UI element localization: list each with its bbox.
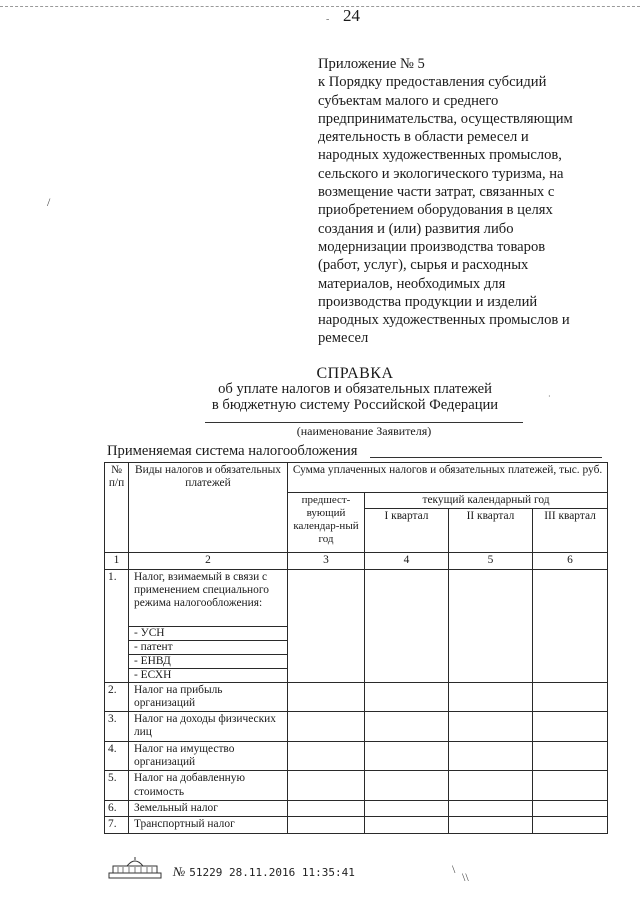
value-cell[interactable] bbox=[533, 817, 608, 833]
tax-name: Налог на прибыль организаций bbox=[129, 682, 288, 712]
table-row bbox=[105, 682, 608, 712]
appendix-line: материалов, необходимых для bbox=[318, 275, 506, 292]
table-column-numbers bbox=[105, 553, 608, 569]
document-registration-stamp bbox=[173, 864, 355, 880]
value-cell[interactable] bbox=[365, 682, 449, 712]
table-row bbox=[105, 771, 608, 801]
value-cell[interactable] bbox=[288, 712, 365, 742]
tax-name: Транспортный налог bbox=[129, 817, 288, 833]
appendix-line: Приложение № 5 bbox=[318, 56, 425, 72]
appendix-line: сельского и экологического туризма, на bbox=[318, 165, 564, 182]
value-cell[interactable] bbox=[288, 771, 365, 801]
value-cell[interactable] bbox=[365, 800, 449, 816]
value-cell[interactable] bbox=[449, 741, 533, 771]
table-row bbox=[105, 569, 608, 626]
tax-subtype: - ЕНВД bbox=[129, 654, 288, 668]
tax-system-field[interactable] bbox=[370, 457, 602, 458]
tax-system-label: Применяемая система налогообложения bbox=[107, 443, 358, 459]
tax-name: Налог, взимаемый в связи с применением специального режима налогообложения: bbox=[129, 569, 288, 626]
tax-name: Земельный налог bbox=[129, 800, 288, 816]
applicant-name-field[interactable] bbox=[205, 422, 523, 423]
value-cell[interactable] bbox=[449, 800, 533, 816]
appendix-line: (работ, услуг), сырья и расходных bbox=[318, 257, 529, 274]
top-dashed-rule bbox=[0, 6, 640, 7]
stamp-number-symbol: № bbox=[173, 864, 186, 879]
row-num: 5. bbox=[105, 771, 129, 801]
header-prev-year: предшест-вующий календар-ный год bbox=[288, 493, 365, 553]
appendix-line: возмещение части затрат, связанных с bbox=[318, 184, 555, 201]
appendix-line: деятельность в области ремесел и bbox=[318, 129, 529, 146]
value-cell[interactable] bbox=[533, 712, 608, 742]
value-cell[interactable] bbox=[449, 817, 533, 833]
value-cell[interactable] bbox=[365, 569, 449, 682]
value-cell[interactable] bbox=[533, 569, 608, 682]
appendix-line: к Порядку предоставления субсидий bbox=[318, 74, 547, 91]
applicant-caption: (наименование Заявителя) bbox=[296, 424, 432, 438]
stray-mark: \ bbox=[452, 862, 456, 876]
value-cell[interactable] bbox=[533, 771, 608, 801]
tax-subtype: - патент bbox=[129, 640, 288, 654]
tax-name: Налог на имущество организаций bbox=[129, 741, 288, 771]
tax-name: Налог на добавленную стоимость bbox=[129, 771, 288, 801]
row-num: 2. bbox=[105, 682, 129, 712]
stray-dot: · bbox=[548, 392, 551, 401]
value-cell[interactable] bbox=[533, 800, 608, 816]
page-number: 24 bbox=[343, 6, 360, 25]
appendix-line: народных художественных промыслов, bbox=[318, 147, 562, 164]
appendix-line: приобретением оборудования в целях bbox=[318, 202, 553, 219]
table-row bbox=[105, 741, 608, 771]
page-number-mark: - bbox=[326, 14, 330, 25]
row-num: 3. bbox=[105, 712, 129, 742]
header-types: Виды налогов и обязательных платежей bbox=[129, 463, 288, 553]
header-num: № п/п bbox=[105, 463, 129, 553]
appendix-line: народных художественных промыслов и bbox=[318, 312, 570, 329]
stray-mark: / bbox=[47, 195, 51, 209]
col-number: 6 bbox=[533, 553, 608, 569]
header-current-year: текущий календарный год bbox=[365, 493, 608, 509]
header-q3: III квартал bbox=[533, 509, 608, 553]
value-cell[interactable] bbox=[365, 741, 449, 771]
table-row bbox=[105, 817, 608, 833]
table-row bbox=[105, 800, 608, 816]
tax-subtype: - УСН bbox=[129, 626, 288, 640]
appendix-line: предпринимательства, осуществляющим bbox=[318, 110, 573, 127]
appendix-line: создания и (или) развития либо bbox=[318, 220, 514, 237]
government-building-logo-icon bbox=[107, 856, 163, 880]
appendix-line: субъектам малого и среднего bbox=[318, 92, 499, 109]
value-cell[interactable] bbox=[365, 771, 449, 801]
stamp-text: 51229 28.11.2016 11:35:41 bbox=[189, 866, 355, 879]
header-q1: I квартал bbox=[365, 509, 449, 553]
document-subtitle-line1: об уплате налогов и обязательных платежей bbox=[218, 381, 492, 397]
appendix-line: производства продукции и изделий bbox=[318, 293, 538, 310]
tax-subtype: - ЕСХН bbox=[129, 668, 288, 682]
value-cell[interactable] bbox=[449, 569, 533, 682]
value-cell[interactable] bbox=[365, 817, 449, 833]
table-row bbox=[105, 712, 608, 742]
value-cell[interactable] bbox=[533, 682, 608, 712]
table-header-row bbox=[105, 463, 608, 493]
value-cell[interactable] bbox=[288, 741, 365, 771]
value-cell[interactable] bbox=[449, 712, 533, 742]
row-num: 7. bbox=[105, 817, 129, 833]
value-cell[interactable] bbox=[288, 800, 365, 816]
col-number: 1 bbox=[105, 553, 129, 569]
value-cell[interactable] bbox=[449, 771, 533, 801]
row-num: 4. bbox=[105, 741, 129, 771]
col-number: 3 bbox=[288, 553, 365, 569]
value-cell[interactable] bbox=[288, 569, 365, 682]
header-sum: Сумма уплаченных налогов и обязательных платежей, тыс. руб. bbox=[288, 463, 608, 493]
header-q2: II квартал bbox=[449, 509, 533, 553]
col-number: 2 bbox=[129, 553, 288, 569]
tax-name: Налог на доходы физических лиц bbox=[129, 712, 288, 742]
appendix-line: модернизации производства товаров bbox=[318, 238, 546, 255]
row-num: 6. bbox=[105, 800, 129, 816]
appendix-heading bbox=[318, 55, 618, 348]
document-subtitle-line2: в бюджетную систему Российской Федерации bbox=[211, 397, 499, 413]
value-cell[interactable] bbox=[365, 712, 449, 742]
value-cell[interactable] bbox=[533, 741, 608, 771]
stray-mark: \\ bbox=[462, 870, 469, 884]
document-title: СПРАВКА bbox=[316, 365, 394, 382]
value-cell[interactable] bbox=[288, 817, 365, 833]
col-number: 5 bbox=[449, 553, 533, 569]
tax-payments-table bbox=[104, 462, 608, 834]
value-cell[interactable] bbox=[449, 682, 533, 712]
appendix-line: ремесел bbox=[318, 330, 369, 347]
value-cell[interactable] bbox=[288, 682, 365, 712]
col-number: 4 bbox=[365, 553, 449, 569]
row-num: 1. bbox=[105, 569, 129, 682]
